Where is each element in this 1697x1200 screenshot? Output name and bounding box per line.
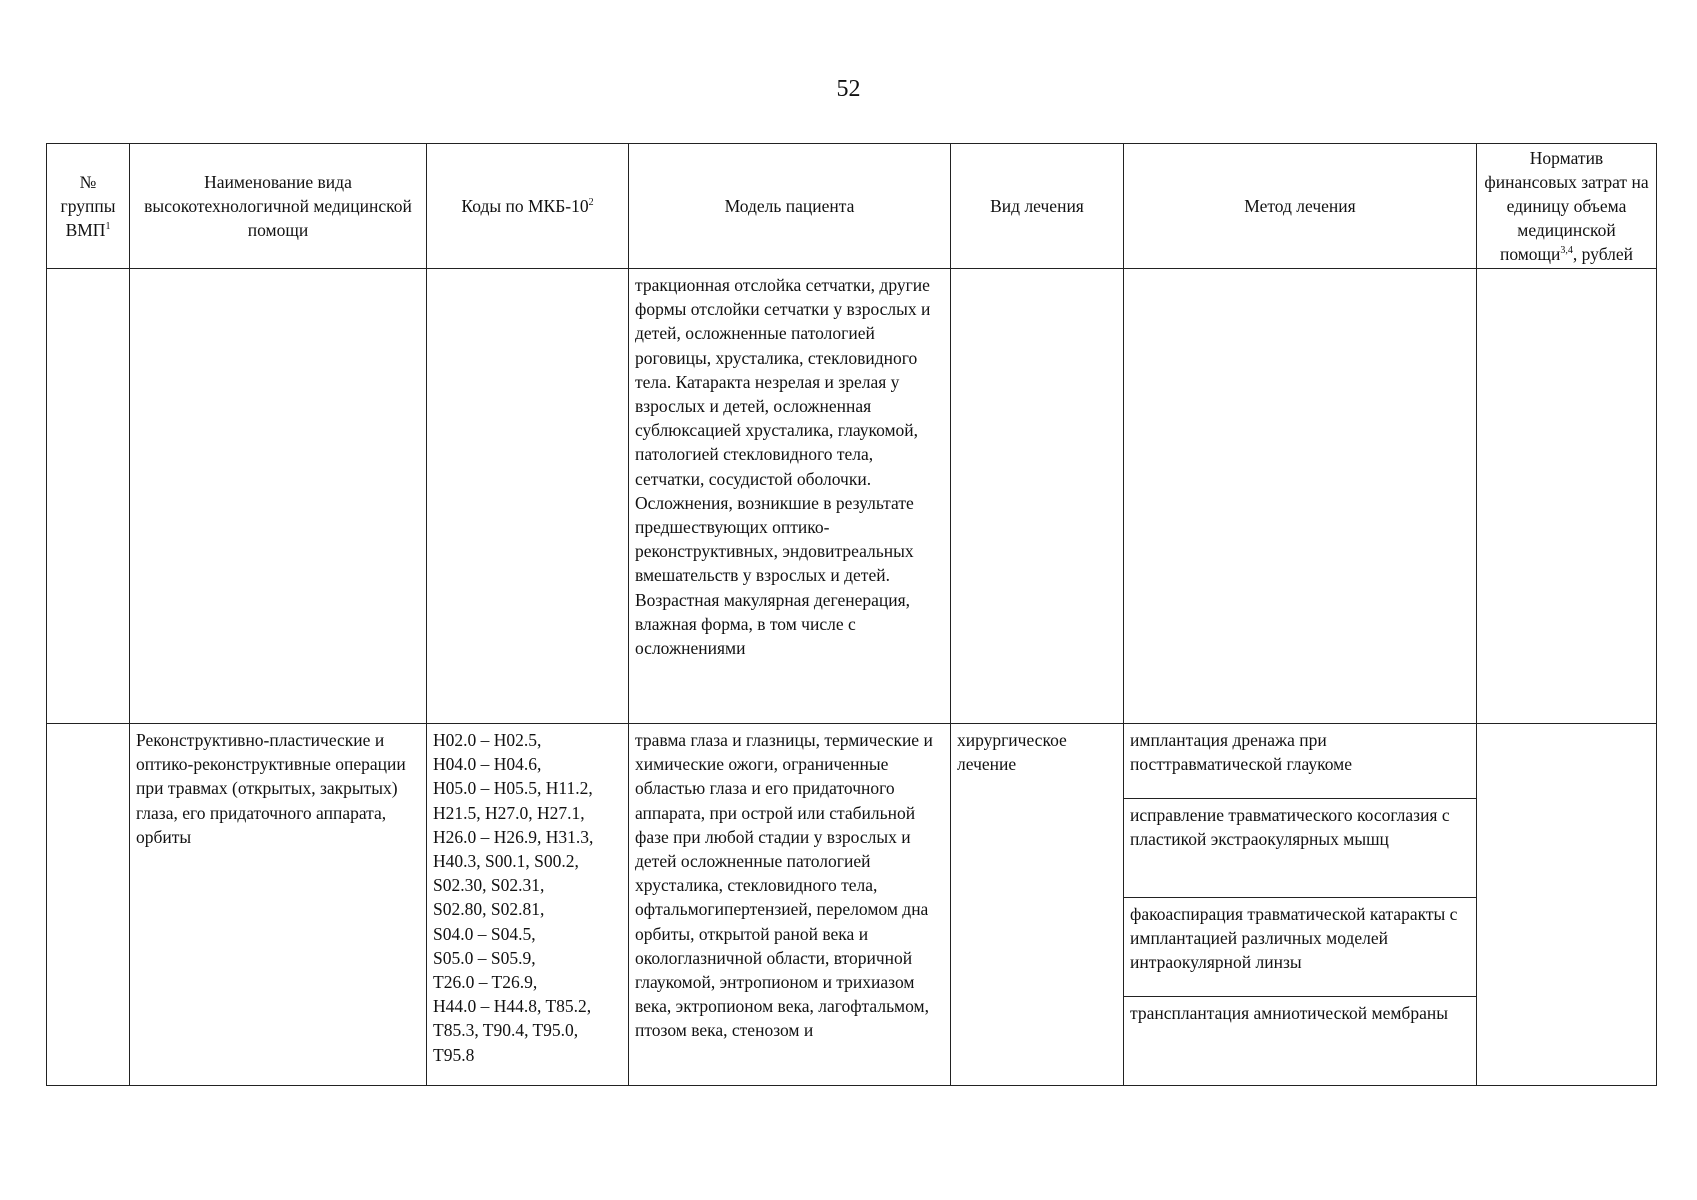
method-item: трансплантация амниотической мембраны [1130, 1003, 1448, 1023]
cell-treatment-type: хирургическое лечение [951, 724, 1124, 1086]
cell-method [1124, 724, 1477, 1086]
table-row [47, 269, 1657, 724]
header-treatment-type: Вид лечения [951, 144, 1124, 269]
cell-icd [427, 269, 629, 724]
cell-group-no [47, 269, 130, 724]
cell-name: Реконструктивно-пластические и оптико-реконструктивные операции при травмах (открытых, закрытых) глаза, его придаточного аппарата, орбиты [130, 724, 427, 1086]
method-item: факоаспирация травматической катаракты с имплантацией различных моделей интраокулярной линзы [1124, 898, 1476, 997]
page-number: 52 [836, 76, 861, 102]
method-item: исправление травматического косоглазия с пластикой экстраокулярных мышц [1124, 799, 1476, 898]
cell-group-no [47, 724, 130, 1086]
cell-norm [1477, 269, 1657, 724]
header-group-no: № группы ВМП$^1$ [47, 144, 130, 269]
cell-name [130, 269, 427, 724]
cell-model: тракционная отслойка сетчатки, другие формы отслойки сетчатки у взрослых и детей, осложненные патологией роговицы, хрусталика, стекловидного тела. Катаракта незрелая и зрелая у взрослых и детей, осложненная сублюксацией хрусталика, глаукомой, патологией стекловидного тела, сетчатки, сосудистой оболочки. Осложнения, возникшие в результате предшествующих оптико-реконструктивных, эндовитреальных вмешательств у взрослых и детей. Возрастная макулярная дегенерация, влажная форма, в том числе с осложнениями [629, 269, 951, 724]
cell-model: травма глаза и глазницы, термические и химические ожоги, ограниченные областью глаза и его придаточного аппарата, при острой или стабильной фазе при любой стадии у взрослых и детей осложненные патологией хрусталика, стекловидного тела, офтальмогипертензией, переломом дна орбиты, открытой раной века и окологлазничной области, вторичной глаукомой, энтропионом и трихиазом века, эктропионом века, лагофтальмом, птозом века, стенозом и [629, 724, 951, 1086]
cell-norm [1477, 724, 1657, 1086]
cell-treatment-type [951, 269, 1124, 724]
header-method: Метод лечения [1124, 144, 1477, 269]
cell-icd: H02.0 – H02.5, H04.0 – H04.6, H05.0 – H05.5, H11.2, H21.5, H27.0, H27.1, H26.0 – H26.9, H31.3, H40.3, S00.1, S00.2, S02.30, S02.31, S02.80, S02.81, S04.0 – S04.5, S05.0 – S05.9, T26.0 – T26.9, H44.0 – H44.8, T85.2, T85.3, T90.4, T95.0, T95.8 [427, 724, 629, 1086]
method-item: имплантация дренажа при посттравматической глаукоме [1124, 724, 1476, 799]
header-name: Наименование вида высокотехнологичной медицинской помощи [130, 144, 427, 269]
header-norm: Норматив финансовых затрат на единицу объема медицинской помощи$^{3,4}$, рублей [1477, 144, 1657, 269]
header-icd: Коды по МКБ-$10^2$ [427, 144, 629, 269]
vmp-table [46, 143, 1657, 1086]
header-row [47, 144, 1657, 269]
table-row [47, 724, 1657, 1086]
cell-method [1124, 269, 1477, 724]
header-model: Модель пациента [629, 144, 951, 269]
